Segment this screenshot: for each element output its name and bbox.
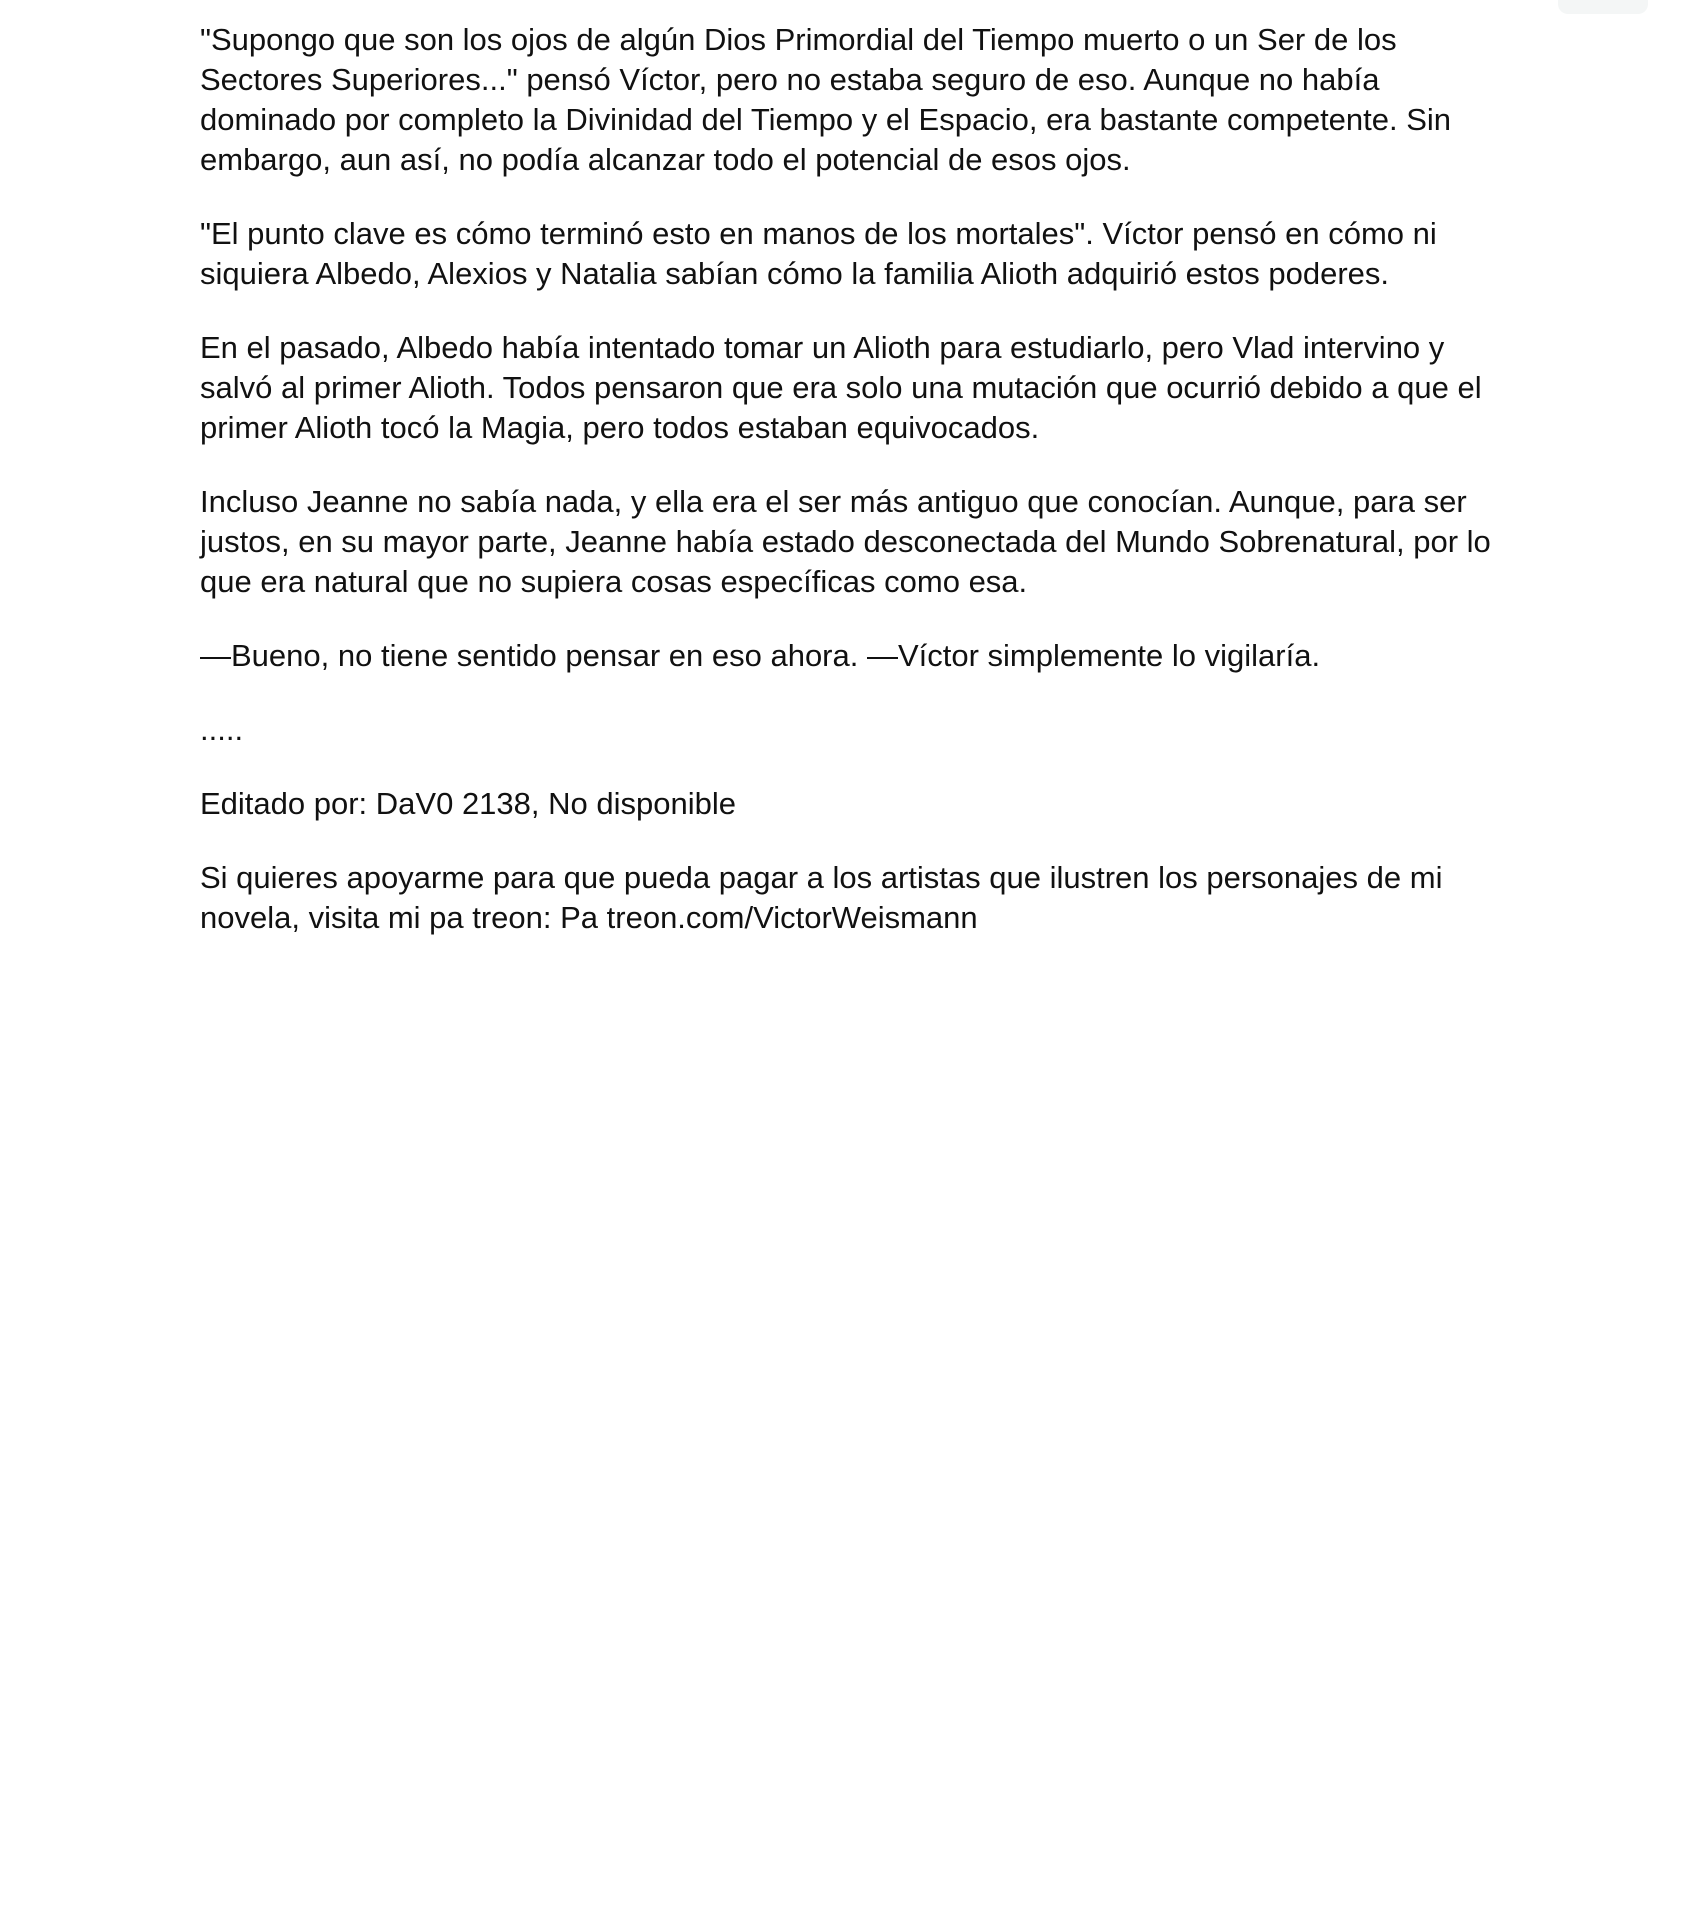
paragraph-3: En el pasado, Albedo había intentado tomar un Alioth para estudiarlo, pero Vlad intervino y salvó al primer Alioth. Todos pensaron que era solo una mutación que ocurrió debido a que el primer Alioth tocó la Magia, pero todos estaban equivocados. (200, 330, 1482, 445)
paragraph-1: "Supongo que son los ojos de algún Dios Primordial del Tiempo muerto o un Ser de los Sectores Superiores..." pensó Víctor, pero no estaba seguro de eso. Aunque no había dominado por completo la Divinidad del Tiempo y el Espacio, era bastante competente. Sin embargo, aun así, no podía alcanzar todo el potencial de esos ojos. (200, 22, 1452, 177)
paragraph-5: —Bueno, no tiene sentido pensar en eso ahora. —Víctor simplemente lo vigilaría. (200, 638, 1321, 673)
scene-break: ..... (200, 712, 244, 747)
document-body (200, 20, 1520, 972)
page-corner-mark (1558, 0, 1648, 14)
editor-credit: Editado por: DaV0 2138, No disponible (200, 786, 736, 821)
paragraph-4: Incluso Jeanne no sabía nada, y ella era el ser más antiguo que conocían. Aunque, para ser justos, en su mayor parte, Jeanne había estado desconectada del Mundo Sobrenatural, por lo que era natural que no supiera cosas específicas como esa. (200, 484, 1491, 599)
paragraph-2: "El punto clave es cómo terminó esto en manos de los mortales". Víctor pensó en cómo ni siquiera Albedo, Alexios y Natalia sabían cómo la familia Alioth adquirió estos poderes. (200, 216, 1437, 291)
support-note: Si quieres apoyarme para que pueda pagar a los artistas que ilustren los personajes de mi novela, visita mi pa treon: Pa treon.com/VictorWeismann (200, 860, 1443, 935)
